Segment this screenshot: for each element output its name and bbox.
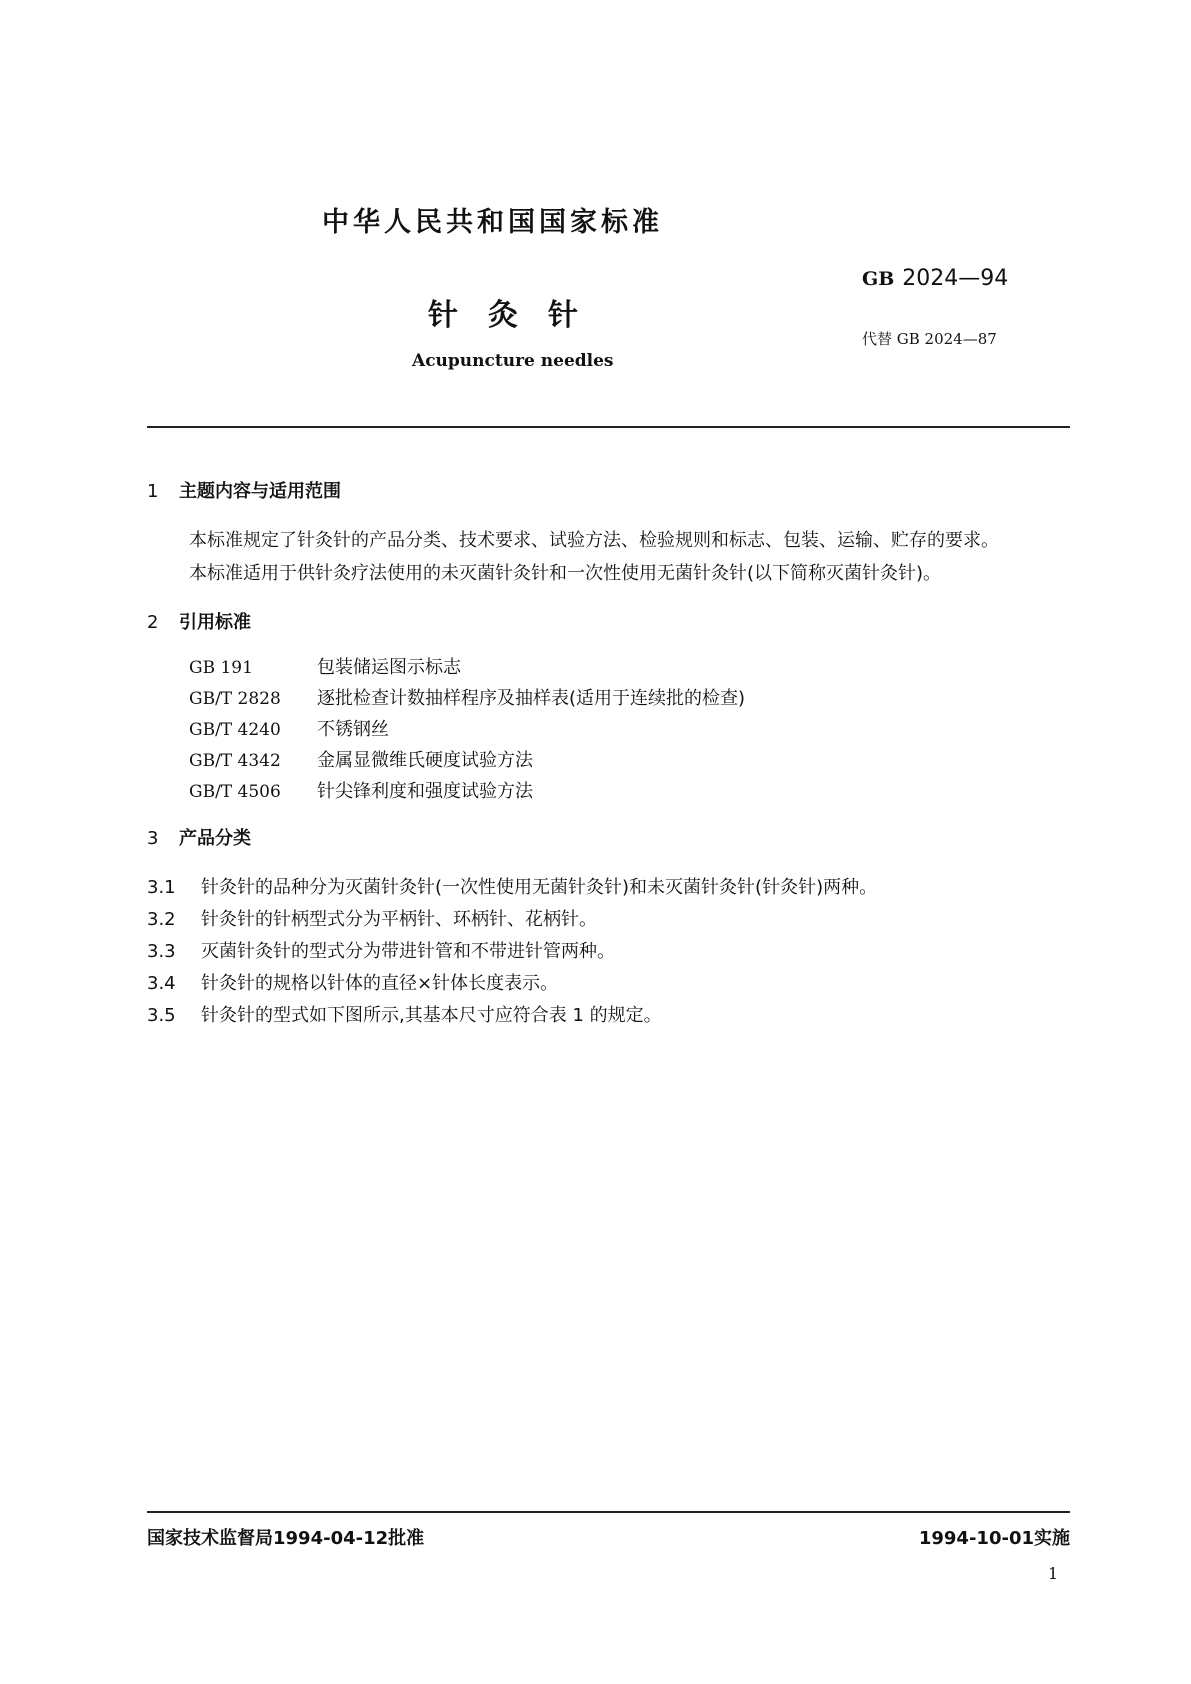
section-title: 主题内容与适用范围 (179, 481, 341, 502)
document-title-english: Acupuncture needles (412, 351, 614, 371)
reference-item (189, 715, 389, 741)
clause-text: 针灸针的规格以针体的直径×针体长度表示。 (201, 973, 559, 994)
clause-text: 针灸针的型式如下图所示,其基本尺寸应符合表 1 的规定。 (201, 1005, 662, 1026)
header-divider (147, 426, 1070, 428)
reference-code: GB/T 4342 (189, 751, 281, 771)
reference-code: GB/T 4240 (189, 720, 281, 740)
reference-item (189, 746, 533, 772)
reference-name: 逐批检查计数抽样程序及抽样表(适用于连续批的检查) (317, 688, 746, 709)
std-number: 2024—94 (902, 266, 1009, 291)
document-title: 针灸针 (428, 298, 608, 333)
clause-item (147, 873, 877, 899)
reference-code: GB/T 4506 (189, 782, 281, 802)
reference-item (189, 684, 745, 710)
section-number: 3 (147, 828, 159, 849)
footer-divider (147, 1511, 1070, 1513)
reference-name: 不锈钢丝 (317, 719, 389, 740)
reference-code: GB 191 (189, 658, 253, 678)
standard-number (862, 266, 1008, 291)
reference-name: 包装储运图示标志 (317, 657, 461, 678)
country-standard-heading: 中华人民共和国国家标准 (322, 207, 663, 238)
reference-name: 金属显微维氏硬度试验方法 (317, 750, 533, 771)
std-prefix: GB (862, 268, 895, 290)
section-1-heading (147, 477, 341, 503)
section-3-heading (147, 824, 251, 850)
paragraph: 本标准规定了针灸针的产品分类、技术要求、试验方法、检验规则和标志、包装、运输、贮存的要求。 (189, 530, 999, 551)
section-2-heading (147, 608, 251, 634)
approval-date: 国家技术监督局1994-04-12批准 (147, 1528, 425, 1549)
section-title: 产品分类 (179, 828, 251, 849)
reference-code: GB/T 2828 (189, 689, 281, 709)
clause-number: 3.4 (147, 973, 176, 994)
reference-name: 针尖锋利度和强度试验方法 (317, 781, 533, 802)
section-number: 1 (147, 481, 159, 502)
reference-item (189, 653, 461, 679)
clause-number: 3.2 (147, 909, 176, 930)
clause-item (147, 905, 597, 931)
clause-number: 3.1 (147, 877, 176, 898)
page-number: 1 (1048, 1564, 1059, 1583)
clause-number: 3.3 (147, 941, 176, 962)
clause-item (147, 937, 615, 963)
section-number: 2 (147, 612, 159, 633)
clause-text: 灭菌针灸针的型式分为带进针管和不带进针管两种。 (201, 941, 615, 962)
reference-item (189, 777, 533, 803)
clause-text: 针灸针的品种分为灭菌针灸针(一次性使用无菌针灸针)和未灭菌针灸针(针灸针)两种。 (201, 877, 878, 898)
replaces-standard: 代替 GB 2024—87 (862, 330, 997, 348)
paragraph: 本标准适用于供针灸疗法使用的未灭菌针灸针和一次性使用无菌针灸针(以下简称灭菌针灸针)。 (189, 563, 942, 584)
clause-item (147, 969, 558, 995)
clause-item (147, 1001, 662, 1027)
clause-number: 3.5 (147, 1005, 176, 1026)
effective-date: 1994-10-01实施 (918, 1528, 1070, 1549)
clause-text: 针灸针的针柄型式分为平柄针、环柄针、花柄针。 (201, 909, 597, 930)
section-title: 引用标准 (179, 612, 251, 633)
